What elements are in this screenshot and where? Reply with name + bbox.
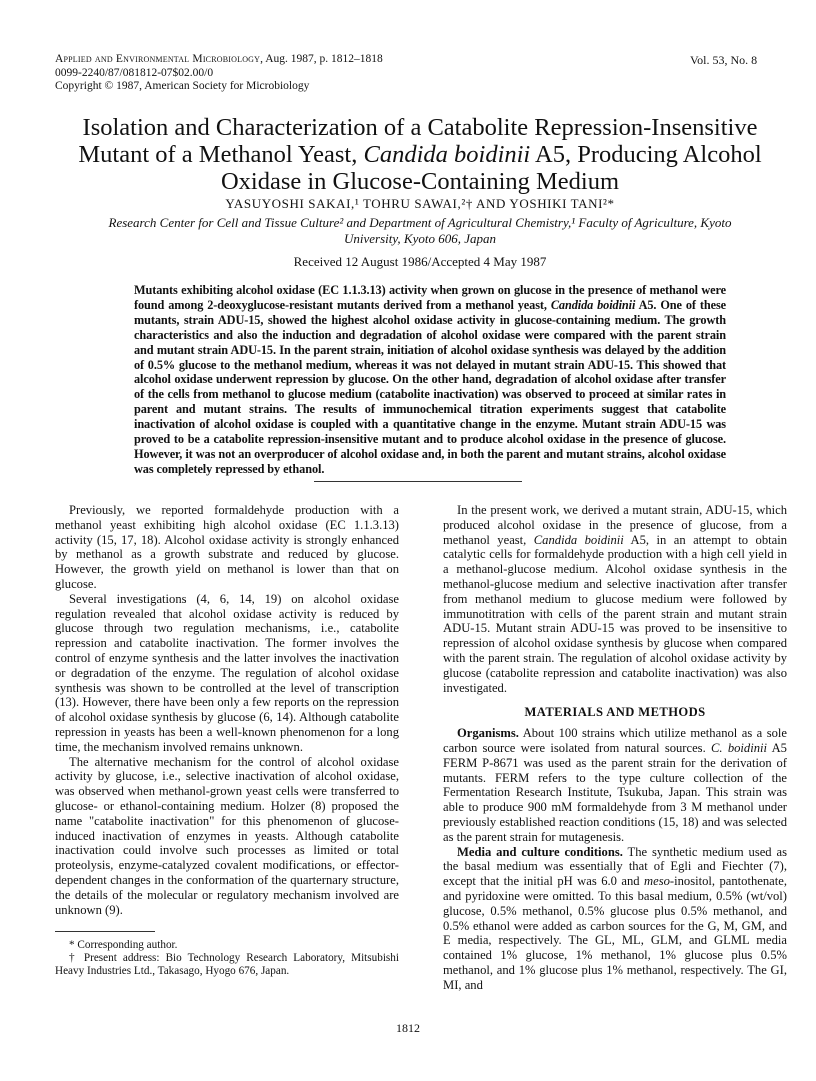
run-in-heading: Media and culture conditions. xyxy=(457,844,623,859)
article-title xyxy=(60,114,780,195)
paragraph-text: About 100 strains which utilize methanol as a sole carbon source were isolated from natural sources. xyxy=(443,726,787,755)
journal-header xyxy=(55,53,383,94)
paragraph xyxy=(443,845,787,993)
run-in-heading: Organisms. xyxy=(457,726,519,741)
page-number: 1812 xyxy=(396,1021,420,1035)
issue-pages: , Aug. 1987, p. 1812–1818 xyxy=(260,53,383,65)
abstract xyxy=(134,283,726,477)
abstract-text-a: Mutants exhibiting alcohol oxidase (EC 1.1.3.13) activity when grown on glucose in the presence of methanol were found among 2-deoxyglucose-resistant mutants derived from a methanol yeast, xyxy=(134,283,726,312)
paragraph-text: In the present work, we derived a mutant strain, ADU-15, which produced alcohol oxidase in the presence of glucose, from a methanol yeast, xyxy=(443,503,787,547)
species-name: C. boidinii xyxy=(711,740,767,755)
paragraph xyxy=(443,503,787,695)
paragraph xyxy=(443,726,787,844)
section-heading: MATERIALS AND METHODS xyxy=(524,705,706,720)
paragraph-text: The synthetic medium used as the basal medium was essentially that of Egli and Fiechter (7), except that the initial pH was 6.0 and xyxy=(443,844,787,889)
meso-prefix: meso xyxy=(644,874,670,889)
journal-name: Applied and Environmental Microbiology xyxy=(55,53,261,65)
right-column xyxy=(443,503,787,993)
footnote-corresponding: * Corresponding author. xyxy=(69,939,178,951)
species-name: Candida boidinii xyxy=(533,532,624,547)
volume-number: Vol. 53, No. 8 xyxy=(690,53,758,67)
paragraph-text: A5 FERM P-8671 was used as the parent strain for the derivation of mutants. FERM refers to the type culture collection of the Fermentation Research Institute, Tsukuba, Japan. This strain was able to produce 900 mM formaldehyde from 3 M methanol under previously established reaction conditions (15, 18) and was selected as the parent strain for mutagenesis. xyxy=(443,740,787,844)
title-species: Candida boidinii xyxy=(363,141,531,168)
article-code: 0099-2240/87/081812-07$02.00/0 xyxy=(55,66,214,79)
title-part-1: Isolation and Characterization of a Catabolite Repression-Insensitive Mutant of a Methanol Yeast, xyxy=(78,114,758,168)
abstract-text-b: A5. One of these mutants, strain ADU-15, showed the highest alcohol oxidase activity in glucose-containing medium. The growth characteristics and also the induction and degradation of alcohol oxidase were compared with the parent strain and mutant strain ADU-15. In the parent strain, initiation of alcohol oxidase synthesis was delayed by the addition of 0.5% glucose to the methanol medium, whereas it was not delayed in mutant strain ADU-15. This showed that alcohol oxidase underwent repression by glucose. On the other hand, degradation of alcohol oxidase after transfer of the cells from methanol to glucose medium (catabolite inactivation) was observed to proceed at similar rates in parent and mutant strains. The results of immunochemical titration experiments suggest that catabolite inactivation of alcohol oxidase is coupled with a quantitative change in the enzyme. Mutant strain ADU-15 was proved to be a catabolite repression-insensitive mutant and to produce alcohol oxidase in the presence of glucose. However, it was not an overproducer of alcohol oxidase and, in both the parent and mutant strains, alcohol oxidase was completely repressed by ethanol. xyxy=(134,297,726,476)
copyright-line: Copyright © 1987, American Society for Microbiology xyxy=(55,80,310,92)
abstract-species: Candida boidinii xyxy=(550,297,636,312)
paragraph: Several investigations (4, 6, 14, 19) on alcohol oxidase regulation revealed that alcohol oxidase activity is reduced by glucose through two regulation mechanisms, i.e., catabolite repression and catabolite inactivation. The former involves the control of enzyme synthesis and the latter involves the inactivation or degradation of the enzyme. The regulation of alcohol oxidase synthesis was shown to be controlled at the level of transcription (13). However, there have been only a few reports on the repression of alcohol oxidase synthesis by glucose (6, 14). Although catabolite repression in yeasts has been a well-known phenomenon for a long time, the mechanism involved remains unknown. xyxy=(55,591,399,754)
title-part-2: A5, Producing Alcohol Oxidase in Glucose-Containing Medium xyxy=(220,141,762,195)
paragraph-text: A5, in an attempt to obtain catalytic cells for formaldehyde production with a high cell yield in a methanol-glucose medium. Alcohol oxidase synthesis in the methanol-glucose medium and selective inactivation after transfer from methanol medium to glucose medium were followed by immunotitration with cells of the parent strain and mutant strain ADU-15. Mutant strain ADU-15 was proved to be insensitive to repression of alcohol oxidase synthesis by glucose when compared with the parent strain. The regulation of alcohol oxidase activity by glucose (catabolite repression and catabolite inactivation) was also investigated. xyxy=(443,532,788,695)
footnotes xyxy=(55,939,399,978)
footnote-divider xyxy=(55,931,155,932)
paragraph-text: -inositol, pantothenate, and pyridoxine were omitted. To this basal medium, 0.5% (wt/vol) glucose, 0.5% methanol, 0.5% glucose plus 0.5% methanol, and 0.5% ethanol were added as carbon sources for the G, M, GM, and E media, respectively. The GL, ML, GLM, and GLML media contained 1% glucose, 1% methanol, 1% glucose plus 0.5% methanol, and 1% glucose plus 1% methanol, respectively. The GI, MI, and xyxy=(443,874,787,992)
author-list: YASUYOSHI SAKAI,¹ TOHRU SAWAI,²† AND YOSHIKI TANI²* xyxy=(225,196,615,211)
paragraph: The alternative mechanism for the control of alcohol oxidase activity by glucose, i.e., selective inactivation of alcohol oxidase, was observed when methanol-grown yeast cells were transferred to glucose- or ethanol-containing medium. Holzer (8) proposed the name "catabolite inactivation" for this phenomenon of glucose-induced inactivation of enzymes in yeasts. Although catabolite inactivation could involve such processes as limited or total proteolysis, enzyme-catalyzed covalent modifications, or effector-dependent changes in the conformation of the quarternary structure, the details of the molecular or regulatory mechanism involved are unknown (9). xyxy=(55,754,399,917)
left-column xyxy=(55,503,399,917)
affiliation: Research Center for Cell and Tissue Culture² and Department of Agricultural Chemistry,¹ Faculty of Agriculture, Kyoto University, Kyoto 606, Japan xyxy=(108,215,732,246)
journal-citation xyxy=(55,53,383,67)
footnote-present-address: † Present address: Bio Technology Research Laboratory, Mitsubishi Heavy Industries Ltd., Takasago, Hyogo 676, Japan. xyxy=(55,952,399,977)
abstract-divider xyxy=(314,481,522,482)
paragraph: Previously, we reported formaldehyde production with a methanol yeast exhibiting high alcohol oxidase (EC 1.1.3.13) activity (15, 17, 18). Alcohol oxidase activity is strongly enhanced by methanol as a growth substrate and reduced by glucose. However, the growth yield on methanol is lower than that on glucose. xyxy=(55,503,399,591)
received-dates: Received 12 August 1986/Accepted 4 May 1987 xyxy=(293,254,547,269)
